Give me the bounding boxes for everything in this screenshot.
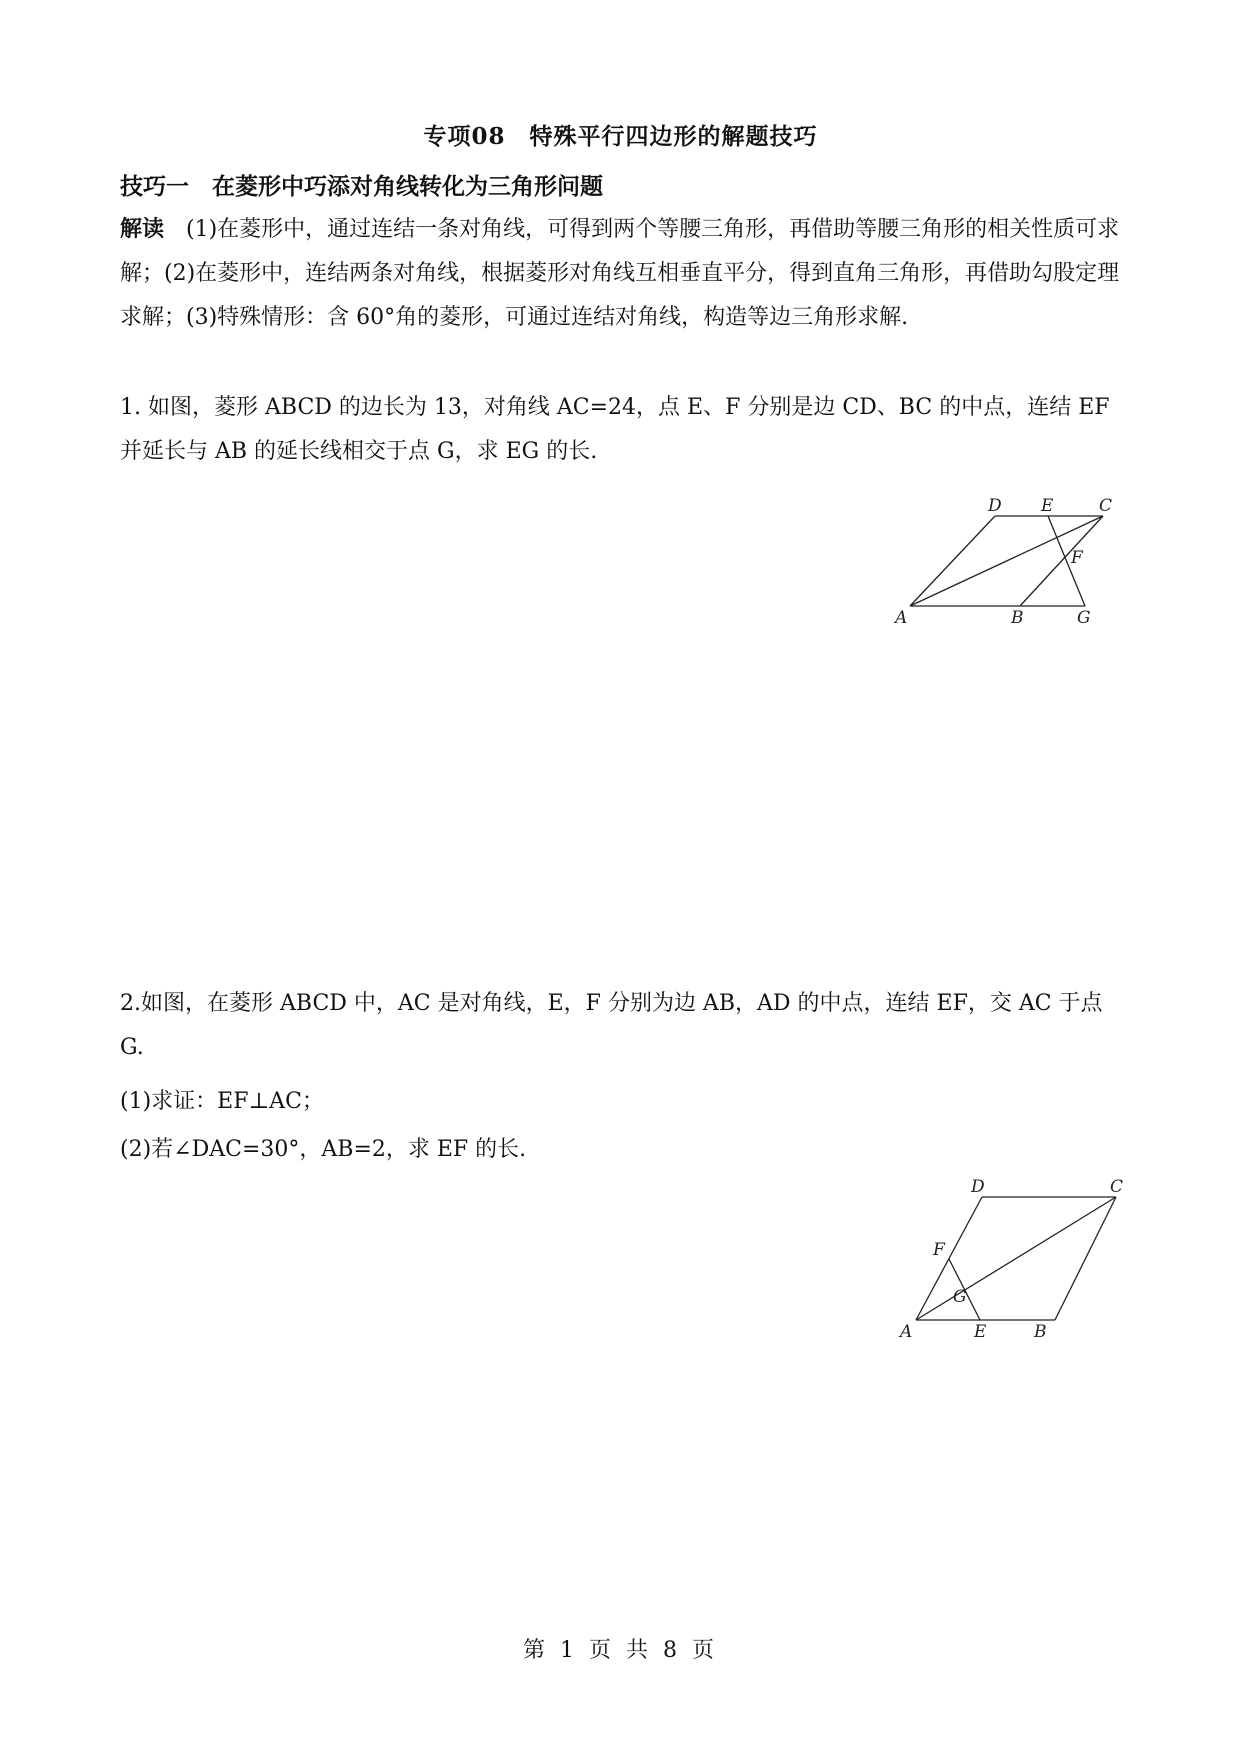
- label-e: E: [1041, 496, 1054, 516]
- problem1-text: 1. 如图，菱形 ABCD 的边长为 13，对角线 AC=24，点 E、F 分别是边 CD、BC 的中点，连结 EF 并延长与 AB 的延长线相交于点 G，求 EG 的长.: [120, 395, 1110, 464]
- page-footer: 第 1 页 共 8 页: [523, 1638, 718, 1663]
- problem2-part2: (2)若∠DAC=30°，AB=2，求 EF 的长.: [120, 1137, 527, 1162]
- side-ad: [910, 516, 995, 606]
- label-g: G: [953, 1287, 967, 1307]
- intro-paragraph: [120, 207, 1120, 340]
- label-f: F: [933, 1240, 945, 1260]
- label-d: D: [988, 496, 1002, 516]
- problem2-part1: (1)求证：EF⊥AC；: [120, 1089, 324, 1114]
- problem2-figure: [900, 1177, 1130, 1343]
- label-b: B: [1034, 1322, 1047, 1342]
- side-bc: [1020, 516, 1103, 606]
- problem1-figure: [895, 496, 1135, 630]
- intro-lead: 解读: [120, 216, 165, 242]
- label-e: E: [974, 1322, 987, 1342]
- page-title: 专项08 特殊平行四边形的解题技巧: [423, 123, 818, 150]
- label-a: A: [895, 608, 908, 628]
- label-f: F: [1071, 548, 1083, 568]
- intro-text: (1)在菱形中，通过连结一条对角线，可得到两个等腰三角形，再借助等腰三角形的相关性质可求解；(2)在菱形中，连结两条对角线，根据菱形对角线互相垂直平分，得到直角三角形，再借助勾股定理求解；(3)特殊情形：含 60°角的菱形，可通过连结对角线，构造等边三角形求解.: [120, 217, 1120, 330]
- section-heading: 技巧一 在菱形中巧添对角线转化为三角形问题: [120, 173, 603, 200]
- label-c: C: [1110, 1177, 1124, 1197]
- label-g: G: [1077, 608, 1091, 628]
- label-d: D: [971, 1177, 985, 1197]
- label-a: A: [900, 1322, 913, 1342]
- label-b: B: [1011, 608, 1024, 628]
- problem2-text: 2.如图，在菱形 ABCD 中，AC 是对角线，E，F 分别为边 AB，AD 的中点，连结 EF，交 AC 于点 G.: [120, 991, 1103, 1060]
- side-ad: [916, 1197, 982, 1320]
- label-c: C: [1099, 496, 1113, 516]
